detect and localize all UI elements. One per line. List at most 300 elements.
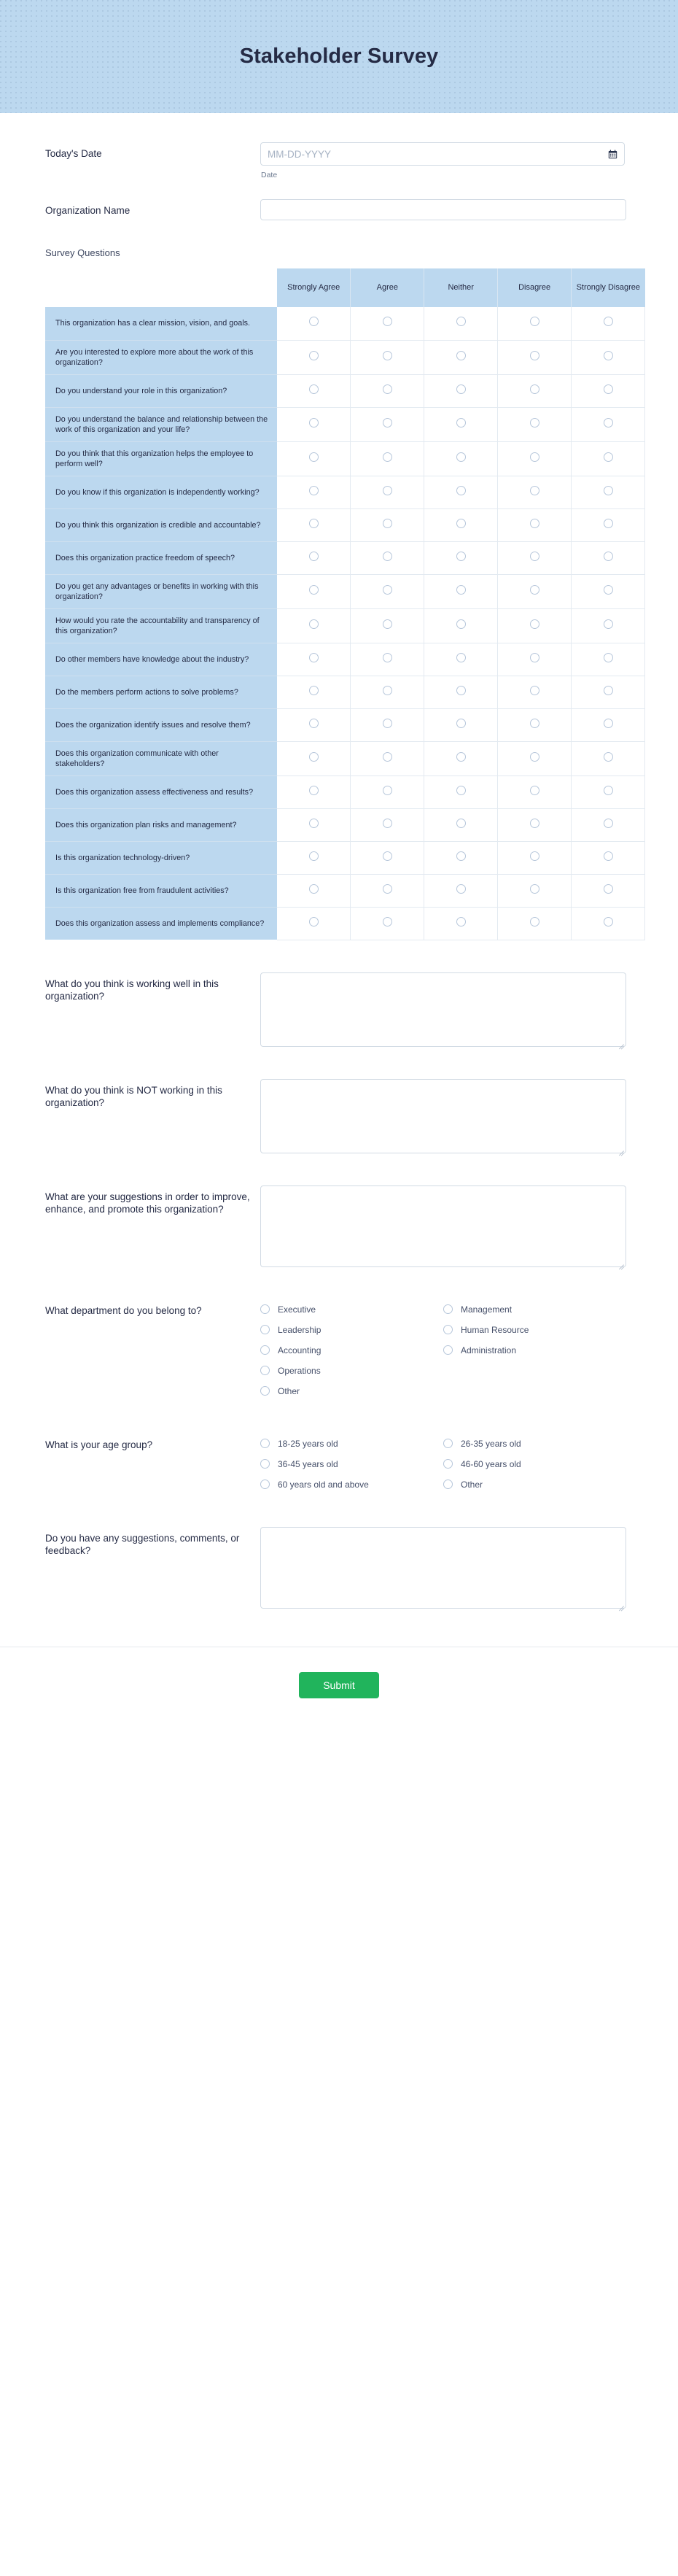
age-group-option[interactable] <box>260 1454 443 1474</box>
matrix-radio-cell[interactable] <box>498 508 572 541</box>
department-option[interactable] <box>443 1320 626 1340</box>
matrix-radio-cell[interactable] <box>277 407 351 441</box>
radio-button[interactable] <box>309 752 319 762</box>
radio-button[interactable] <box>530 884 539 894</box>
radio-button[interactable] <box>530 719 539 728</box>
submit-row <box>0 1647 678 1728</box>
radio-button[interactable] <box>309 585 319 595</box>
department-option[interactable] <box>260 1361 443 1381</box>
survey-matrix <box>45 268 645 940</box>
radio-button[interactable] <box>260 1386 270 1396</box>
matrix-radio-cell[interactable] <box>424 676 498 708</box>
matrix-row <box>45 841 645 874</box>
department-option[interactable] <box>443 1340 626 1361</box>
matrix-radio-cell[interactable] <box>572 508 645 541</box>
matrix-radio-cell[interactable] <box>572 374 645 407</box>
open-question-textarea-0[interactable] <box>260 972 626 1047</box>
matrix-col-header-3: Disagree <box>498 268 572 307</box>
department-field <box>260 1299 645 1401</box>
matrix-radio-cell[interactable] <box>498 340 572 374</box>
radio-button[interactable] <box>530 653 539 662</box>
matrix-radio-cell[interactable] <box>424 574 498 608</box>
radio-button[interactable] <box>383 519 392 528</box>
matrix-row <box>45 608 645 643</box>
matrix-radio-cell[interactable] <box>351 307 424 340</box>
resize-grip-icon[interactable] <box>617 1600 624 1606</box>
radio-button[interactable] <box>604 452 613 462</box>
radio-button[interactable] <box>604 653 613 662</box>
matrix-radio-cell[interactable] <box>351 374 424 407</box>
radio-button[interactable] <box>530 351 539 360</box>
survey-form <box>0 142 678 1728</box>
matrix-radio-cell[interactable] <box>572 676 645 708</box>
date-input[interactable] <box>260 142 625 166</box>
matrix-radio-cell[interactable] <box>277 541 351 574</box>
radio-button[interactable] <box>530 452 539 462</box>
matrix-radio-cell[interactable] <box>277 907 351 940</box>
radio-button[interactable] <box>530 819 539 828</box>
age-group-option-label: Other <box>461 1479 483 1490</box>
matrix-radio-cell[interactable] <box>351 608 424 643</box>
matrix-radio-cell[interactable] <box>498 907 572 940</box>
department-option-label: Executive <box>278 1304 316 1315</box>
radio-button[interactable] <box>604 752 613 762</box>
radio-button[interactable] <box>456 452 466 462</box>
matrix-radio-cell[interactable] <box>277 676 351 708</box>
matrix-question-label: Does this organization practice freedom of speech? <box>45 541 277 574</box>
matrix-question-label: Is this organization technology-driven? <box>45 841 277 874</box>
survey-matrix-wrap <box>0 268 678 940</box>
matrix-radio-cell[interactable] <box>572 808 645 841</box>
feedback-textarea[interactable] <box>260 1527 626 1609</box>
age-group-option[interactable] <box>260 1434 443 1454</box>
radio-button[interactable] <box>309 819 319 828</box>
age-group-option[interactable] <box>443 1474 626 1495</box>
matrix-radio-cell[interactable] <box>424 643 498 676</box>
matrix-radio-cell[interactable] <box>277 508 351 541</box>
radio-button[interactable] <box>383 452 392 462</box>
matrix-radio-cell[interactable] <box>277 874 351 907</box>
radio-button[interactable] <box>383 719 392 728</box>
radio-button[interactable] <box>604 552 613 561</box>
radio-button[interactable] <box>456 418 466 428</box>
matrix-radio-cell[interactable] <box>424 907 498 940</box>
matrix-radio-cell[interactable] <box>572 874 645 907</box>
matrix-radio-cell[interactable] <box>572 775 645 808</box>
matrix-radio-cell[interactable] <box>351 476 424 508</box>
radio-button[interactable] <box>383 819 392 828</box>
radio-button[interactable] <box>309 384 319 394</box>
matrix-radio-cell[interactable] <box>424 741 498 775</box>
matrix-row <box>45 541 645 574</box>
matrix-question-label: Does the organization identify issues and resolve them? <box>45 708 277 741</box>
date-field-wrap <box>260 142 645 179</box>
matrix-radio-cell[interactable] <box>351 708 424 741</box>
radio-button[interactable] <box>260 1325 270 1334</box>
matrix-question-label: Are you interested to explore more about the work of this organization? <box>45 340 277 374</box>
radio-button[interactable] <box>456 486 466 495</box>
department-row <box>0 1299 678 1401</box>
matrix-question-label: Does this organization communicate with other stakeholders? <box>45 741 277 775</box>
radio-button[interactable] <box>456 686 466 695</box>
radio-button[interactable] <box>383 552 392 561</box>
matrix-radio-cell[interactable] <box>277 775 351 808</box>
matrix-radio-cell[interactable] <box>424 307 498 340</box>
age-group-option-label: 18-25 years old <box>278 1438 338 1449</box>
radio-button[interactable] <box>309 418 319 428</box>
matrix-radio-cell[interactable] <box>424 541 498 574</box>
age-group-option[interactable] <box>260 1474 443 1495</box>
radio-button[interactable] <box>383 585 392 595</box>
age-group-option-label: 26-35 years old <box>461 1438 521 1449</box>
matrix-radio-cell[interactable] <box>572 574 645 608</box>
matrix-question-label: Does this organization assess and implements compliance? <box>45 907 277 940</box>
matrix-row <box>45 508 645 541</box>
matrix-radio-cell[interactable] <box>572 643 645 676</box>
radio-button[interactable] <box>456 351 466 360</box>
radio-button[interactable] <box>443 1345 453 1355</box>
age-group-option-label: 36-45 years old <box>278 1458 338 1469</box>
radio-button[interactable] <box>604 519 613 528</box>
matrix-radio-cell[interactable] <box>498 874 572 907</box>
matrix-row <box>45 476 645 508</box>
matrix-radio-cell[interactable] <box>498 374 572 407</box>
matrix-row <box>45 874 645 907</box>
matrix-radio-cell[interactable] <box>572 708 645 741</box>
department-spacer <box>443 1361 626 1381</box>
radio-button[interactable] <box>604 384 613 394</box>
matrix-radio-cell[interactable] <box>498 741 572 775</box>
matrix-radio-cell[interactable] <box>277 574 351 608</box>
radio-button[interactable] <box>260 1459 270 1469</box>
matrix-radio-cell[interactable] <box>498 407 572 441</box>
radio-button[interactable] <box>383 486 392 495</box>
matrix-radio-cell[interactable] <box>498 676 572 708</box>
radio-button[interactable] <box>383 686 392 695</box>
age-group-option-label: 46-60 years old <box>461 1458 521 1469</box>
radio-button[interactable] <box>604 819 613 828</box>
department-option-label: Other <box>278 1385 300 1396</box>
matrix-radio-cell[interactable] <box>424 808 498 841</box>
page-title: Stakeholder Survey <box>239 45 439 68</box>
matrix-radio-cell[interactable] <box>498 775 572 808</box>
date-row <box>0 142 678 179</box>
radio-button[interactable] <box>309 452 319 462</box>
radio-button[interactable] <box>604 486 613 495</box>
radio-button[interactable] <box>530 317 539 326</box>
matrix-radio-cell[interactable] <box>277 741 351 775</box>
open-question-row-0 <box>0 972 678 1047</box>
matrix-radio-cell[interactable] <box>498 441 572 476</box>
radio-button[interactable] <box>530 486 539 495</box>
matrix-radio-cell[interactable] <box>424 841 498 874</box>
matrix-radio-cell[interactable] <box>572 340 645 374</box>
radio-button[interactable] <box>260 1366 270 1375</box>
radio-button[interactable] <box>456 585 466 595</box>
radio-button[interactable] <box>456 786 466 795</box>
radio-button[interactable] <box>309 552 319 561</box>
radio-button[interactable] <box>309 519 319 528</box>
radio-button[interactable] <box>456 819 466 828</box>
radio-button[interactable] <box>456 851 466 861</box>
matrix-question-label: Does this organization assess effectiveness and results? <box>45 775 277 808</box>
radio-button[interactable] <box>309 653 319 662</box>
radio-button[interactable] <box>309 686 319 695</box>
radio-button[interactable] <box>456 917 466 927</box>
matrix-radio-cell[interactable] <box>277 708 351 741</box>
matrix-radio-cell[interactable] <box>424 476 498 508</box>
matrix-radio-cell[interactable] <box>572 307 645 340</box>
matrix-question-label: Do you know if this organization is independently working? <box>45 476 277 508</box>
radio-button[interactable] <box>383 752 392 762</box>
open-question-field-1 <box>260 1079 645 1153</box>
radio-button[interactable] <box>309 317 319 326</box>
matrix-radio-cell[interactable] <box>277 841 351 874</box>
matrix-radio-cell[interactable] <box>351 340 424 374</box>
matrix-radio-cell[interactable] <box>351 676 424 708</box>
radio-button[interactable] <box>604 719 613 728</box>
radio-button[interactable] <box>309 851 319 861</box>
matrix-radio-cell[interactable] <box>277 476 351 508</box>
matrix-radio-cell[interactable] <box>424 374 498 407</box>
radio-button[interactable] <box>530 585 539 595</box>
matrix-radio-cell[interactable] <box>351 574 424 608</box>
matrix-body <box>45 307 645 940</box>
radio-button[interactable] <box>443 1325 453 1334</box>
matrix-radio-cell[interactable] <box>351 874 424 907</box>
matrix-radio-cell[interactable] <box>277 340 351 374</box>
matrix-radio-cell[interactable] <box>498 808 572 841</box>
matrix-radio-cell[interactable] <box>351 541 424 574</box>
matrix-radio-cell[interactable] <box>351 441 424 476</box>
radio-button[interactable] <box>383 619 392 629</box>
radio-button[interactable] <box>383 786 392 795</box>
department-option[interactable] <box>260 1340 443 1361</box>
age-group-field <box>260 1434 645 1495</box>
matrix-radio-cell[interactable] <box>572 476 645 508</box>
radio-button[interactable] <box>309 351 319 360</box>
radio-button[interactable] <box>383 418 392 428</box>
matrix-question-label: How would you rate the accountability and transparency of this organization? <box>45 608 277 643</box>
radio-button[interactable] <box>443 1480 453 1489</box>
date-sub-label: Date <box>261 171 278 179</box>
radio-button[interactable] <box>456 719 466 728</box>
matrix-radio-cell[interactable] <box>424 775 498 808</box>
age-group-option[interactable] <box>443 1454 626 1474</box>
survey-questions-label: Survey Questions <box>45 247 120 258</box>
matrix-question-label: Do you understand your role in this organization? <box>45 374 277 407</box>
matrix-row <box>45 441 645 476</box>
radio-button[interactable] <box>604 851 613 861</box>
radio-button[interactable] <box>530 752 539 762</box>
radio-button[interactable] <box>260 1480 270 1489</box>
department-option-label: Administration <box>461 1345 517 1355</box>
department-option-label: Human Resource <box>461 1324 529 1335</box>
radio-button[interactable] <box>260 1439 270 1448</box>
matrix-radio-cell[interactable] <box>498 841 572 874</box>
radio-button[interactable] <box>604 351 613 360</box>
radio-button[interactable] <box>530 786 539 795</box>
matrix-radio-cell[interactable] <box>498 608 572 643</box>
radio-button[interactable] <box>309 884 319 894</box>
open-question-textarea-1[interactable] <box>260 1079 626 1153</box>
matrix-radio-cell[interactable] <box>277 374 351 407</box>
radio-button[interactable] <box>604 619 613 629</box>
department-option[interactable] <box>443 1299 626 1320</box>
radio-button[interactable] <box>456 619 466 629</box>
department-option[interactable] <box>260 1299 443 1320</box>
organization-input[interactable] <box>260 199 626 220</box>
matrix-row <box>45 708 645 741</box>
matrix-radio-cell[interactable] <box>572 541 645 574</box>
radio-button[interactable] <box>260 1304 270 1314</box>
matrix-radio-cell[interactable] <box>424 608 498 643</box>
age-group-label: What is your age group? <box>45 1439 153 1450</box>
matrix-radio-cell[interactable] <box>424 708 498 741</box>
radio-button[interactable] <box>456 384 466 394</box>
matrix-radio-cell[interactable] <box>351 643 424 676</box>
radio-button[interactable] <box>456 752 466 762</box>
radio-button[interactable] <box>530 552 539 561</box>
matrix-col-header-2: Neither <box>424 268 498 307</box>
matrix-radio-cell[interactable] <box>498 708 572 741</box>
matrix-question-label: Is this organization free from fraudulent activities? <box>45 874 277 907</box>
radio-button[interactable] <box>456 519 466 528</box>
radio-button[interactable] <box>309 786 319 795</box>
matrix-radio-cell[interactable] <box>277 307 351 340</box>
matrix-radio-cell[interactable] <box>351 741 424 775</box>
resize-grip-icon[interactable] <box>617 1038 624 1045</box>
matrix-radio-cell[interactable] <box>498 307 572 340</box>
radio-button[interactable] <box>309 917 319 927</box>
matrix-radio-cell[interactable] <box>572 741 645 775</box>
radio-button[interactable] <box>383 653 392 662</box>
matrix-radio-cell[interactable] <box>572 907 645 940</box>
radio-button[interactable] <box>443 1304 453 1314</box>
matrix-radio-cell[interactable] <box>572 407 645 441</box>
submit-button[interactable]: Submit <box>299 1672 379 1698</box>
radio-button[interactable] <box>383 317 392 326</box>
radio-button[interactable] <box>530 619 539 629</box>
radio-button[interactable] <box>604 317 613 326</box>
matrix-radio-cell[interactable] <box>572 841 645 874</box>
matrix-radio-cell[interactable] <box>498 476 572 508</box>
feedback-label: Do you have any suggestions, comments, or feedback? <box>45 1532 240 1556</box>
radio-button[interactable] <box>309 719 319 728</box>
radio-button[interactable] <box>456 552 466 561</box>
department-label: What department do you belong to? <box>45 1304 202 1316</box>
matrix-radio-cell[interactable] <box>351 808 424 841</box>
age-group-option-label: 60 years old and above <box>278 1479 369 1490</box>
matrix-radio-cell[interactable] <box>424 874 498 907</box>
department-option-label: Leadership <box>278 1324 322 1335</box>
department-option-label: Accounting <box>278 1345 322 1355</box>
radio-button[interactable] <box>383 917 392 927</box>
open-question-label-0: What do you think is working well in this organization? <box>45 978 219 1002</box>
radio-button[interactable] <box>604 418 613 428</box>
matrix-radio-cell[interactable] <box>277 808 351 841</box>
matrix-row <box>45 340 645 374</box>
matrix-radio-cell[interactable] <box>351 508 424 541</box>
feedback-field <box>260 1527 645 1609</box>
resize-grip-icon[interactable] <box>617 1145 624 1151</box>
resize-grip-icon[interactable] <box>617 1258 624 1265</box>
radio-button[interactable] <box>383 351 392 360</box>
radio-button[interactable] <box>383 884 392 894</box>
open-question-label-1: What do you think is NOT working in this organization? <box>45 1084 222 1108</box>
matrix-radio-cell[interactable] <box>424 508 498 541</box>
radio-button[interactable] <box>530 519 539 528</box>
matrix-radio-cell[interactable] <box>424 441 498 476</box>
radio-button[interactable] <box>443 1459 453 1469</box>
radio-button[interactable] <box>530 851 539 861</box>
radio-button[interactable] <box>309 619 319 629</box>
matrix-question-label: Do you understand the balance and relationship between the work of this organization and your life? <box>45 407 277 441</box>
radio-button[interactable] <box>530 917 539 927</box>
open-question-label-2: What are your suggestions in order to improve, enhance, and promote this organization? <box>45 1191 250 1215</box>
department-option[interactable] <box>260 1381 626 1401</box>
matrix-radio-cell[interactable] <box>424 407 498 441</box>
matrix-radio-cell[interactable] <box>277 608 351 643</box>
radio-button[interactable] <box>309 486 319 495</box>
matrix-radio-cell[interactable] <box>351 407 424 441</box>
radio-button[interactable] <box>530 686 539 695</box>
radio-button[interactable] <box>383 384 392 394</box>
radio-button[interactable] <box>604 917 613 927</box>
radio-button[interactable] <box>530 384 539 394</box>
matrix-radio-cell[interactable] <box>351 841 424 874</box>
organization-row <box>0 199 678 220</box>
matrix-row <box>45 574 645 608</box>
calendar-icon[interactable] <box>608 150 617 159</box>
radio-button[interactable] <box>530 418 539 428</box>
open-question-row-1 <box>0 1079 678 1153</box>
radio-button[interactable] <box>604 686 613 695</box>
matrix-radio-cell[interactable] <box>277 441 351 476</box>
matrix-question-label: Do you think this organization is credible and accountable? <box>45 508 277 541</box>
department-option[interactable] <box>260 1320 443 1340</box>
radio-button[interactable] <box>260 1345 270 1355</box>
matrix-col-header-0: Strongly Agree <box>277 268 351 307</box>
matrix-radio-cell[interactable] <box>572 441 645 476</box>
radio-button[interactable] <box>456 317 466 326</box>
radio-button[interactable] <box>604 786 613 795</box>
matrix-col-header-1: Agree <box>351 268 424 307</box>
matrix-radio-cell[interactable] <box>351 907 424 940</box>
department-option-label: Operations <box>278 1365 321 1376</box>
matrix-radio-cell[interactable] <box>424 340 498 374</box>
matrix-radio-cell[interactable] <box>498 541 572 574</box>
radio-button[interactable] <box>443 1439 453 1448</box>
matrix-radio-cell[interactable] <box>351 775 424 808</box>
matrix-question-label: Do other members have knowledge about the industry? <box>45 643 277 676</box>
radio-button[interactable] <box>456 884 466 894</box>
matrix-row <box>45 307 645 340</box>
radio-button[interactable] <box>456 653 466 662</box>
matrix-radio-cell[interactable] <box>498 574 572 608</box>
radio-button[interactable] <box>604 884 613 894</box>
feedback-row <box>0 1527 678 1609</box>
radio-button[interactable] <box>604 585 613 595</box>
matrix-radio-cell[interactable] <box>277 643 351 676</box>
radio-button[interactable] <box>383 851 392 861</box>
matrix-radio-cell[interactable] <box>572 608 645 643</box>
matrix-radio-cell[interactable] <box>498 643 572 676</box>
age-group-option[interactable] <box>443 1434 626 1454</box>
matrix-question-label: Do you think that this organization helps the employee to perform well? <box>45 441 277 476</box>
matrix-question-label: This organization has a clear mission, vision, and goals. <box>45 307 277 340</box>
open-question-textarea-2[interactable] <box>260 1185 626 1267</box>
